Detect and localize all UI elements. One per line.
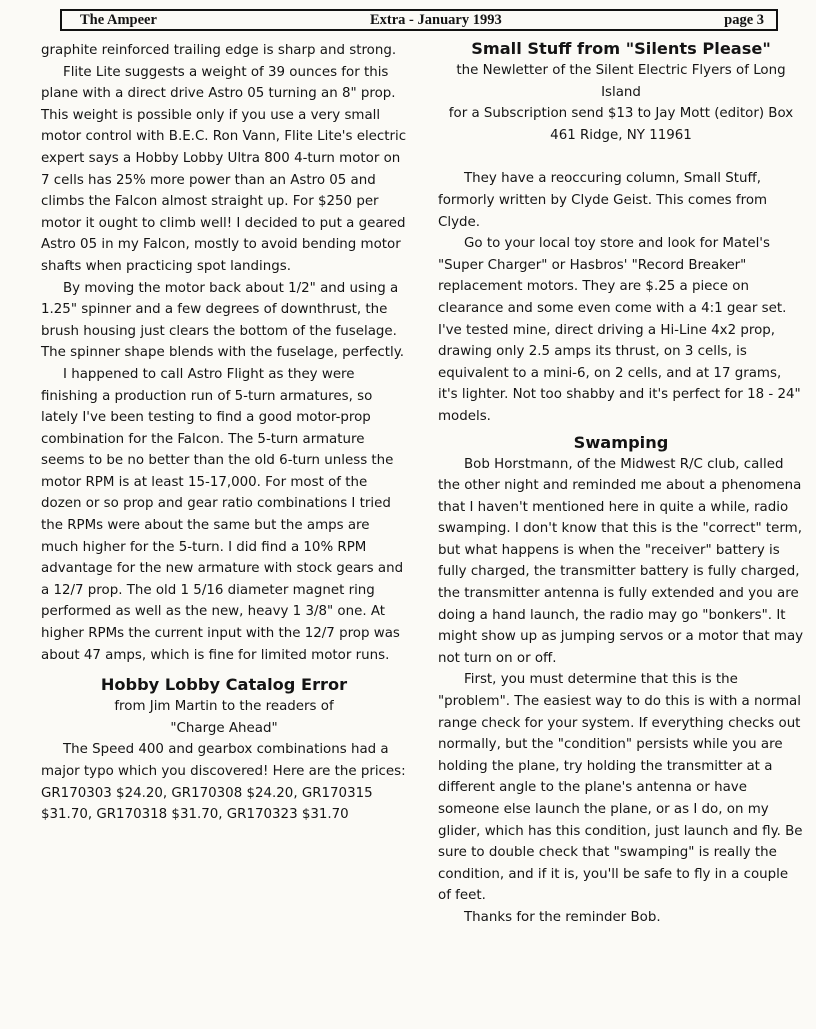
section-heading: Hobby Lobby Catalog Error <box>100 675 348 695</box>
section-byline: from Jim Martin to the readers of <box>114 699 334 715</box>
page-header <box>60 9 778 31</box>
paragraph: They have a reoccuring column, Small Stuff, formorly written by Clyde Geist. This comes from Clyde. <box>438 171 768 230</box>
paragraph: First, you must determine that this is the "problem". The easiest way to do this is with a normal range check for your system. If everything checks out normally, but the "condition" persists while you are holding the plane, try holding the transmitter at a different angle to the plane's antenna or have someone else launch the plane, or as I do, on my glider, which has this condition, just launch and fly. Be sure to double check that "swamping" is really the condition, and if it is, you'll be safe to fly in a couple of feet. <box>438 672 803 904</box>
left-column <box>41 40 407 826</box>
paragraph: Bob Horstmann, of the Midwest R/C club, called the other night and reminded me about a phenomena that I haven't mentioned here in quite a while, radio swamping. I don't know that this is the "correct" term, but what happens is when the "receiver" battery is fully charged, the transmitter battery is fully charged, the transmitter antenna is fully extended and you are doing a hand launch, the radio may go "bonkers". It might show up as jumping servos or a motor that may not turn on or off. <box>438 456 804 666</box>
paragraph: Flite Lite suggests a weight of 39 ounces for this plane with a direct drive Astro 05 turning an 8" prop. This weight is possible only if you use a very small motor control with B.E.C. Ron Vann, Flite Lite's electric expert says a Hobby Lobby Ultra 800 4-turn motor on 7 cells has 25% more power than an Astro 05 and climbs the Falcon almost straight up. For $250 per motor it ought to climb well! I decided to put a geared Astro 05 in my Falcon, mostly to avoid bending motor shafts when practicing spot landings. <box>41 64 407 274</box>
newsletter-name: The Ampeer <box>80 12 157 28</box>
page-number: page 3 <box>724 12 764 28</box>
section-heading: Small Stuff from "Silents Please" <box>471 39 771 58</box>
section-heading: Swamping <box>573 432 669 452</box>
right-column <box>438 40 804 929</box>
section-byline: the Newletter of the Silent Electric Flyers of Long Island <box>456 63 786 100</box>
paragraph: graphite reinforced trailing edge is sharp and strong. <box>41 43 397 58</box>
paragraph: By moving the motor back about 1/2" and using a 1.25" spinner and a few degrees of downthrust, the brush housing just clears the bottom of the fuselage. The spinner shape blends with the fuselage, perfectly. <box>41 280 404 361</box>
section-byline: "Charge Ahead" <box>170 720 278 736</box>
section-byline: for a Subscription send $13 to Jay Mott (editor) Box 461 Ridge, NY 11961 <box>448 106 794 143</box>
paragraph: I happened to call Astro Flight as they were finishing a production run of 5-turn armatures, so lately I've been testing to find a good motor-prop combination for the Falcon. The 5-turn armature seems to be no better than the old 6-turn unless the motor RPM is at least 15-17,000. For most of the dozen or so prop and gear ratio combinations I tried the RPMs were about the same but the amps are much higher for the 5-turn. I did find a 10% RPM advantage for the new armature with stock gears and a 12/7 prop. The old 1 5/16 diameter magnet ring performed as well as the new, heavy 1 3/8" one. At higher RPMs the current input with the 12/7 prop was about 47 amps, which is fine for limited motor runs. <box>41 366 404 663</box>
paragraph: The Speed 400 and gearbox combinations had a major typo which you discovered! Here are the prices: GR170303 $24.20, GR170308 $24.20, GR170315 $31.70, GR170318 $31.70, GR170323 $31.70 <box>41 742 406 823</box>
issue-date: Extra - January 1993 <box>370 12 502 28</box>
paragraph: Thanks for the reminder Bob. <box>464 909 661 925</box>
spacer <box>438 146 804 168</box>
paragraph: Go to your local toy store and look for Matel's "Super Charger" or Hasbros' "Record Breaker" replacement motors. They are $.25 a piece on clearance and some even come with a 4:1 gear set. I've tested mine, direct driving a Hi-Line 4x2 prop, drawing only 2.5 amps its thrust, on 3 cells, is equivalent to a mini-6, on 2 cells, and at 17 grams, it's lighter. Not too shabby and it's perfect for 18 - 24" models. <box>438 236 801 424</box>
